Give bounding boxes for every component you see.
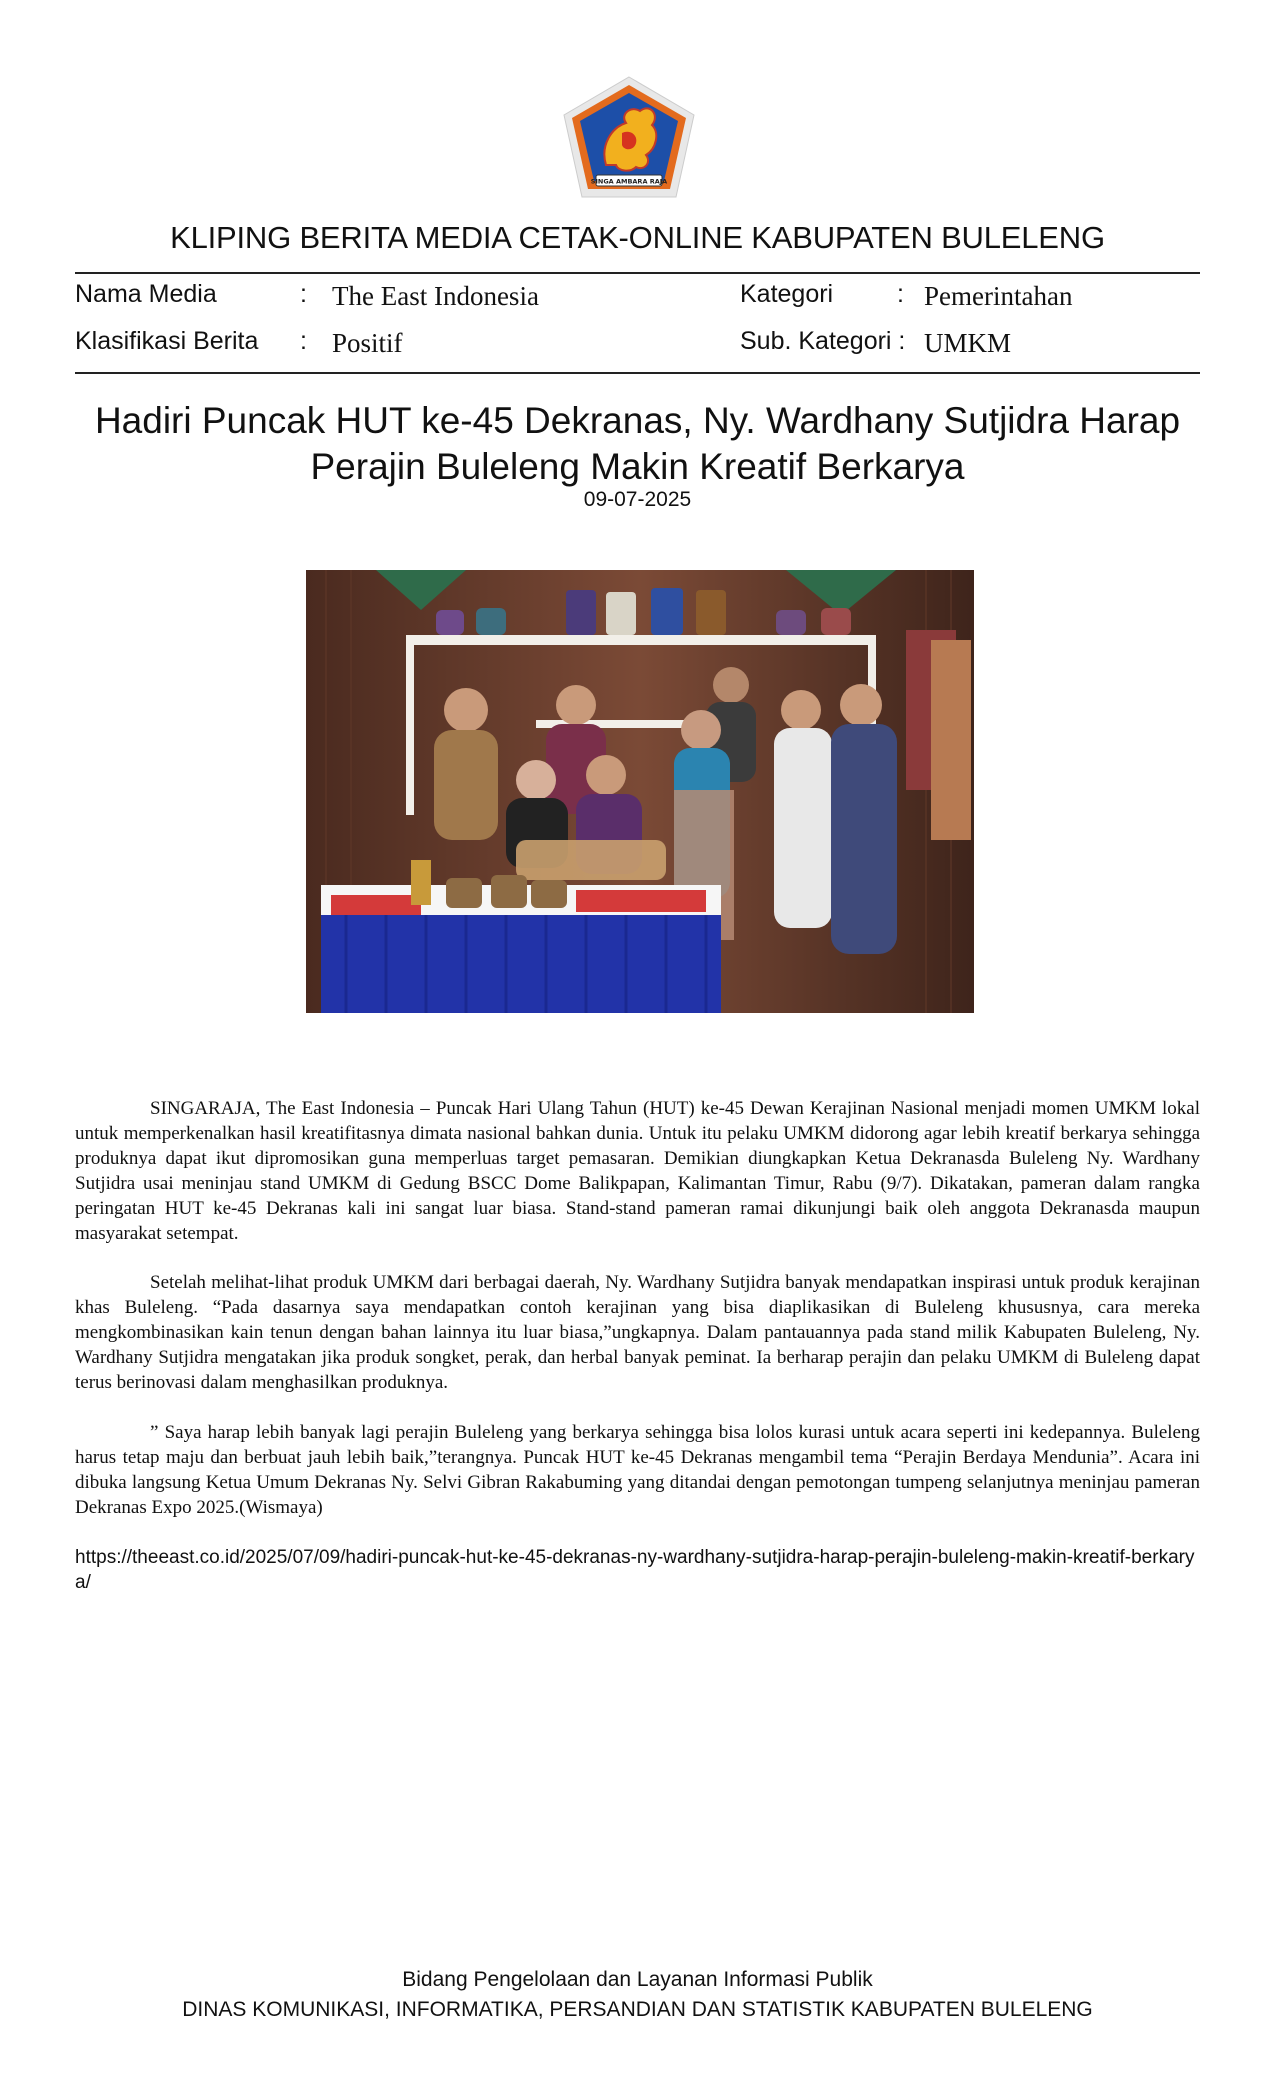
klasifikasi-label: Klasifikasi Berita — [75, 327, 259, 355]
kategori-value: Pemerintahan — [924, 281, 1073, 311]
article-paragraph: SINGARAJA, The East Indonesia – Puncak Hari Ulang Tahun (HUT) ke-45 Dewan Kerajinan Nasional menjadi momen UMKM lokal untuk memperkenalkan hasil kreatifitasnya dimata nasional bahkan dunia. Untuk itu pelaku UMKM didorong agar lebih kreatif berkarya sehingga produknya dapat ikut dipromosikan guna memperluas target pemasaran. Demikian diungkapkan Ketua Dekranasda Buleleng Ny. Wardhany Sutjidra usai meninjau stand UMKM di Gedung BSCC Dome Balikpapan, Kalimantan Timur, Rabu (9/7). Dikatakan, pameran dalam rangka peringatan HUT ke-45 Dekranas kali ini sangat luar biasa. Stand-stand pameran ramai dikunjungi baik oleh anggota Dekranasda maupun masyarakat setempat. — [75, 1098, 1200, 1244]
media-colon: : — [300, 280, 307, 308]
article-headline: Hadiri Puncak HUT ke-45 Dekranas, Ny. Wardhany Sutjidra Harap Perajin Buleleng Makin Kreatif Berkarya — [94, 400, 1181, 487]
news-photo-icon — [306, 570, 974, 1013]
klasifikasi-value: Positif — [332, 328, 403, 358]
source-url-link[interactable]: https://theeast.co.id/2025/07/09/hadiri-puncak-hut-ke-45-dekranas-ny-wardhany-sutjidra-harap-perajin-buleleng-makin-kreatif-berkarya/ — [75, 1547, 1195, 1593]
footer-division: Bidang Pengelolaan dan Layanan Informasi Publik — [402, 1968, 873, 1991]
media-label: Nama Media — [75, 280, 217, 308]
footer-agency: DINAS KOMUNIKASI, INFORMATIKA, PERSANDIAN DAN STATISTIK KABUPATEN BULELENG — [182, 1998, 1093, 2021]
singa-ambara-raja-crest-icon — [560, 75, 698, 201]
klasifikasi-colon: : — [300, 327, 307, 355]
article-date: 09-07-2025 — [583, 488, 692, 511]
media-value: The East Indonesia — [332, 281, 539, 311]
article-paragraph: ” Saya harap lebih banyak lagi perajin Buleleng yang berkarya sehingga bisa lolos kurasi untuk acara seperti ini kedepannya. Buleleng harus tetap maju dan berbuat jauh lebih baik,”terangnya. Puncak HUT ke-45 Dekranas mengambil tema “Perajin Berdaya Mendunia”. Acara ini dibuka langsung Ketua Umum Dekranas Ny. Selvi Gibran Rakabuming yang ditandai dengan pemotongan tumpeng selanjutnya meninjau pameran Dekranas Expo 2025.(Wismaya) — [75, 1422, 1200, 1518]
header-rule-bottom — [75, 372, 1200, 374]
document-header-title: KLIPING BERITA MEDIA CETAK-ONLINE KABUPATEN BULELENG — [170, 220, 1105, 255]
header-rule-top — [75, 272, 1200, 274]
subkategori-label: Sub. Kategori : — [740, 327, 906, 355]
kategori-label: Kategori — [740, 280, 834, 308]
subkategori-value: UMKM — [924, 328, 1012, 358]
kategori-colon: : — [897, 280, 904, 308]
article-paragraph: Setelah melihat-lihat produk UMKM dari berbagai daerah, Ny. Wardhany Sutjidra banyak mendapatkan inspirasi untuk produk kerajinan khas Buleleng. “Pada dasarnya saya mendapatkan contoh kerajinan yang bisa diaplikasikan di Buleleng khususnya, cara mereka mengkombinasikan kain tenun dengan bahan lainnya itu luar biasa,”ungkapnya. Dalam pantauannya pada stand milik Kabupaten Buleleng, Ny. Wardhany Sutjidra mengatakan jika produk songket, perak, dan herbal banyak peminat. Ia berharap perajin dan pelaku UMKM di Buleleng dapat terus berinovasi dalam menghasilkan produknya. — [75, 1272, 1200, 1393]
svg-text:SINGA AMBARA RAJA: SINGA AMBARA RAJA — [590, 177, 668, 186]
